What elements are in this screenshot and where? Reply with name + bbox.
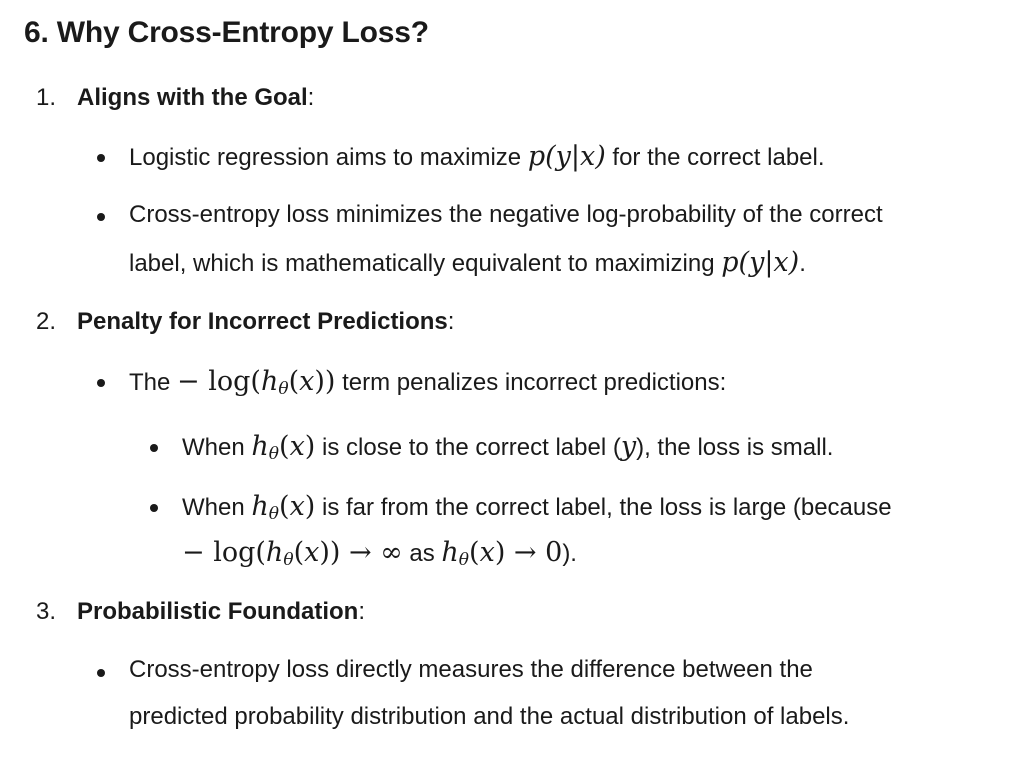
math-expression: y [620,431,637,462]
sub-bullet-text-line2: − $\log(h_\theta(x))$ → ∞ as $h_\theta(x) \to 0$). [182,537,577,570]
bullet-text-line1: Cross-entropy loss minimizes the negative log-probability of the correct [129,201,883,228]
math-expression: $h_\theta(x) \to 0$ [441,537,563,570]
bullet-icon [97,213,105,221]
bullet-text-line1: Cross-entropy loss directly measures the difference between the [129,656,813,683]
bullet-text: Logistic regression aims to maximize p(y|x) for the correct label. [129,141,825,172]
sub-bullet-icon [150,444,158,452]
section-heading: 6. Why Cross-Entropy Loss? [24,16,429,49]
item-number: 3. [36,598,57,625]
math-expression: p(y|x) [721,247,800,278]
bullet-text-line2: label, which is mathematically equivalent to maximizing p(y|x). [129,247,806,278]
bullet-icon [97,154,105,162]
item-number: 2. [36,308,57,335]
bullet-icon [97,669,105,677]
sub-bullet-text: When $h_\theta(x)$ is close to the correct label (y), the loss is small. [182,431,834,464]
math-expression: p(y|x) [527,141,606,172]
bullet-text: The − $\log(h_\theta(x))$ term penalizes incorrect predictions: [129,366,727,399]
item-title: Penalty for Incorrect Predictions: [77,308,455,335]
math-expression: $h_\theta(x)$ [251,491,316,524]
math-expression: − $\log(h_\theta(x))$ → ∞ [182,537,403,570]
sub-bullet-text-line1: When $h_\theta(x)$ is far from the correct label, the loss is large (because [182,491,892,524]
math-expression: − $\log(h_\theta(x))$ [177,366,336,399]
sub-bullet-icon [150,504,158,512]
item-number: 1. [36,84,57,111]
bullet-icon [97,379,105,387]
math-expression: $h_\theta(x)$ [251,431,316,464]
item-title: Aligns with the Goal: [77,84,315,111]
bullet-text-line2: predicted probability distribution and the actual distribution of labels. [129,703,850,730]
item-title: Probabilistic Foundation: [77,598,366,625]
